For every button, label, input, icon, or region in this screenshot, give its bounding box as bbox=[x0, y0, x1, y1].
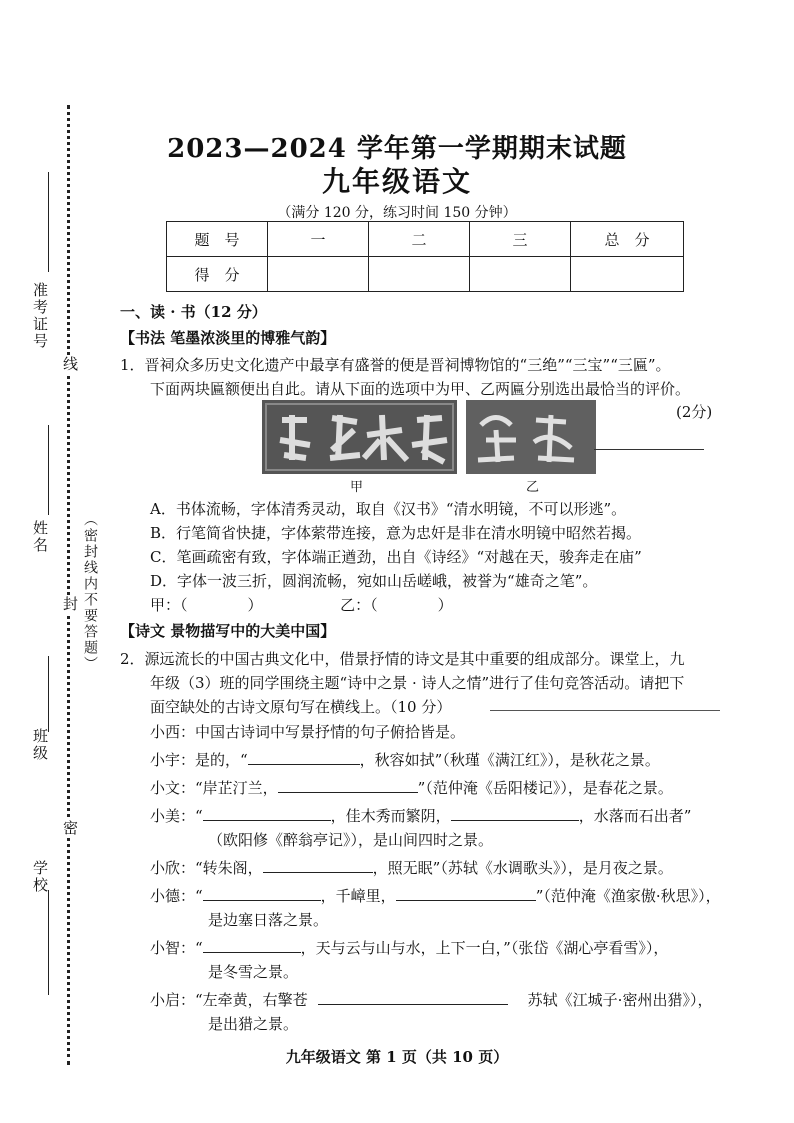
dialogue-xiaoqi bbox=[150, 988, 712, 1012]
dialogue-text: ，照无眠”（苏轼《水调歌头》），是月夜之景。 bbox=[372, 859, 673, 877]
table-cell: 三 bbox=[470, 222, 571, 257]
plaque-image-yi bbox=[466, 400, 596, 474]
subsection-calligraphy: 【书法 笔墨浓淡里的博雅气韵】 bbox=[120, 329, 336, 347]
dialogue-text: 小德：“ bbox=[150, 887, 203, 905]
subsection-poetry: 【诗文 景物描写中的大美中国】 bbox=[120, 622, 336, 640]
dialogue-xiaomei-cont: （欧阳修《醉翁亭记》），是山间四时之景。 bbox=[208, 831, 494, 849]
q2-text-line3: 面空缺处的古诗文原句写在横线上。（10 分） bbox=[150, 698, 452, 716]
q2-text-line1: 2．源远流长的中国古典文化中，借景抒情的诗文是其中重要的组成部分。课堂上，九 bbox=[120, 650, 685, 668]
section-heading: 一、读 · 书（12 分） bbox=[120, 303, 267, 321]
q1-text-line2: 下面两块匾额便出自此。请从下面的选项中为甲、乙两匾分别选出最恰当的评价。 bbox=[150, 380, 691, 398]
table-cell: 题 号 bbox=[167, 222, 268, 257]
name-underline bbox=[48, 425, 49, 515]
fill-blank[interactable] bbox=[278, 776, 418, 793]
score-cell[interactable] bbox=[369, 257, 470, 292]
score-cell[interactable] bbox=[571, 257, 684, 292]
class-underline bbox=[48, 656, 49, 732]
plaque-image-jia bbox=[262, 400, 457, 474]
seal-notice: （密封线内不要答题） bbox=[82, 512, 98, 672]
table-cell: 一 bbox=[268, 222, 369, 257]
seal-char-mi: 密 bbox=[61, 820, 79, 837]
option-b: B．行笔简省快捷，字体萦带连接，意为忠奸是非在清水明镜中昭然若揭。 bbox=[150, 524, 642, 542]
dialogue-text: ，千嶂里， bbox=[320, 887, 396, 905]
fill-blank[interactable] bbox=[318, 988, 508, 1005]
q1-text-line1: 1．晋祠众多历史文化遗产中最享有盛誉的便是晋祠博物馆的“三绝”“三宝”“三匾”。 bbox=[120, 356, 671, 374]
score-cell[interactable] bbox=[470, 257, 571, 292]
q2-text-line2: 年级（3）班的同学围绕主题“诗中之景 · 诗人之情”进行了佳句竞答活动。请把下 bbox=[150, 674, 685, 692]
dialogue-text: 苏轼《江城子·密州出猎》）， bbox=[527, 991, 713, 1009]
option-d: D．字体一波三折，圆润流畅，宛如山岳嵯峨，被誉为“雄奇之笔”。 bbox=[150, 572, 598, 590]
answer-jia-close: ） bbox=[247, 596, 263, 614]
dialogue-text: 小智：“ bbox=[150, 939, 203, 957]
fill-blank[interactable] bbox=[248, 748, 360, 765]
fill-blank[interactable] bbox=[203, 804, 331, 821]
class-label: 班级 bbox=[31, 728, 49, 762]
dialogue-xiaoxi: 小西：中国古诗词中写景抒情的句子俯拾皆是。 bbox=[150, 723, 466, 741]
score-table bbox=[166, 221, 684, 292]
answer-yi-close: ） bbox=[437, 596, 453, 614]
fill-blank[interactable] bbox=[263, 856, 373, 873]
dialogue-xiaoyu bbox=[150, 748, 660, 772]
dialogue-text: 小欣：“转朱阁， bbox=[150, 859, 263, 877]
answer-jia-label: 甲：（ bbox=[150, 596, 188, 614]
q1-points: (2分) bbox=[676, 403, 713, 421]
dialogue-text: ”（范仲淹《渔家傲·秋思》）， bbox=[535, 887, 721, 905]
seal-char-xian: 线 bbox=[61, 356, 79, 373]
seal-dotted-line bbox=[67, 105, 70, 1065]
plaque-label-jia: 甲 bbox=[350, 480, 364, 495]
plaque-label-yi: 乙 bbox=[526, 480, 540, 495]
dialogue-xiaozhi bbox=[150, 936, 668, 960]
dialogue-xiaowen bbox=[150, 776, 673, 800]
dialogue-text: ，佳木秀而繁阴， bbox=[330, 807, 451, 825]
dialogue-text: ，天与云与山与水，上下一白，”（张岱《湖心亭看雪》）， bbox=[300, 939, 669, 957]
name-label: 姓名 bbox=[31, 520, 49, 554]
option-a: A．书体流畅，字体清秀灵动，取自《汉书》“清水明镜，不可以形逃”。 bbox=[150, 500, 627, 518]
dialogue-xiaode bbox=[150, 884, 721, 908]
decorative-rule bbox=[594, 449, 704, 450]
table-cell: 得 分 bbox=[167, 257, 268, 292]
dialogue-text: ，水落而石出者” bbox=[578, 807, 692, 825]
score-table-score-row bbox=[167, 257, 684, 292]
fill-blank[interactable] bbox=[203, 884, 321, 901]
dialogue-text: 小美：“ bbox=[150, 807, 203, 825]
score-table-header-row bbox=[167, 222, 684, 257]
dialogue-xiaode-cont: 是边塞日落之景。 bbox=[208, 911, 329, 929]
exam-id-label: 准考证号 bbox=[31, 282, 49, 350]
dialogue-text: 小启：“左牵黄，右擎苍 bbox=[150, 991, 308, 1009]
seal-char-feng: 封 bbox=[61, 596, 79, 613]
fill-blank[interactable] bbox=[396, 884, 536, 901]
school-label: 学校 bbox=[31, 860, 49, 894]
dialogue-xiaoxin bbox=[150, 856, 673, 880]
dialogue-xiaoqi-cont: 是出猎之景。 bbox=[208, 1015, 299, 1033]
page-footer: 九年级语文 第 1 页（共 10 页） bbox=[285, 1048, 509, 1066]
dialogue-text: ”（范仲淹《岳阳楼记》），是春花之景。 bbox=[417, 779, 673, 797]
dialogue-xiaomei bbox=[150, 804, 691, 828]
answer-yi-label: 乙：（ bbox=[340, 596, 378, 614]
score-cell[interactable] bbox=[268, 257, 369, 292]
option-c: C．笔画疏密有致，字体端正遒劲，出自《诗经》“对越在天，骏奔走在庙” bbox=[150, 548, 642, 566]
dialogue-text: ，秋容如拭”（秋瑾《满江红》），是秋花之景。 bbox=[359, 751, 660, 769]
dialogue-xiaozhi-cont: 是冬雪之景。 bbox=[208, 963, 299, 981]
dialogue-text: 小文：“岸芷汀兰， bbox=[150, 779, 278, 797]
answer-row bbox=[150, 593, 453, 617]
fill-blank[interactable] bbox=[451, 804, 579, 821]
dialogue-text: 小宇：是的，“ bbox=[150, 751, 248, 769]
subject-title: 九年级语文 bbox=[321, 165, 472, 198]
exam-title: 2023—2024 学年第一学期期末试题 bbox=[167, 134, 627, 164]
table-cell: 总 分 bbox=[571, 222, 684, 257]
table-cell: 二 bbox=[369, 222, 470, 257]
school-underline bbox=[48, 890, 49, 995]
decorative-rule bbox=[490, 710, 720, 711]
exam-subtitle: （满分 120 分，练习时间 150 分钟） bbox=[277, 205, 517, 221]
fill-blank[interactable] bbox=[203, 936, 301, 953]
